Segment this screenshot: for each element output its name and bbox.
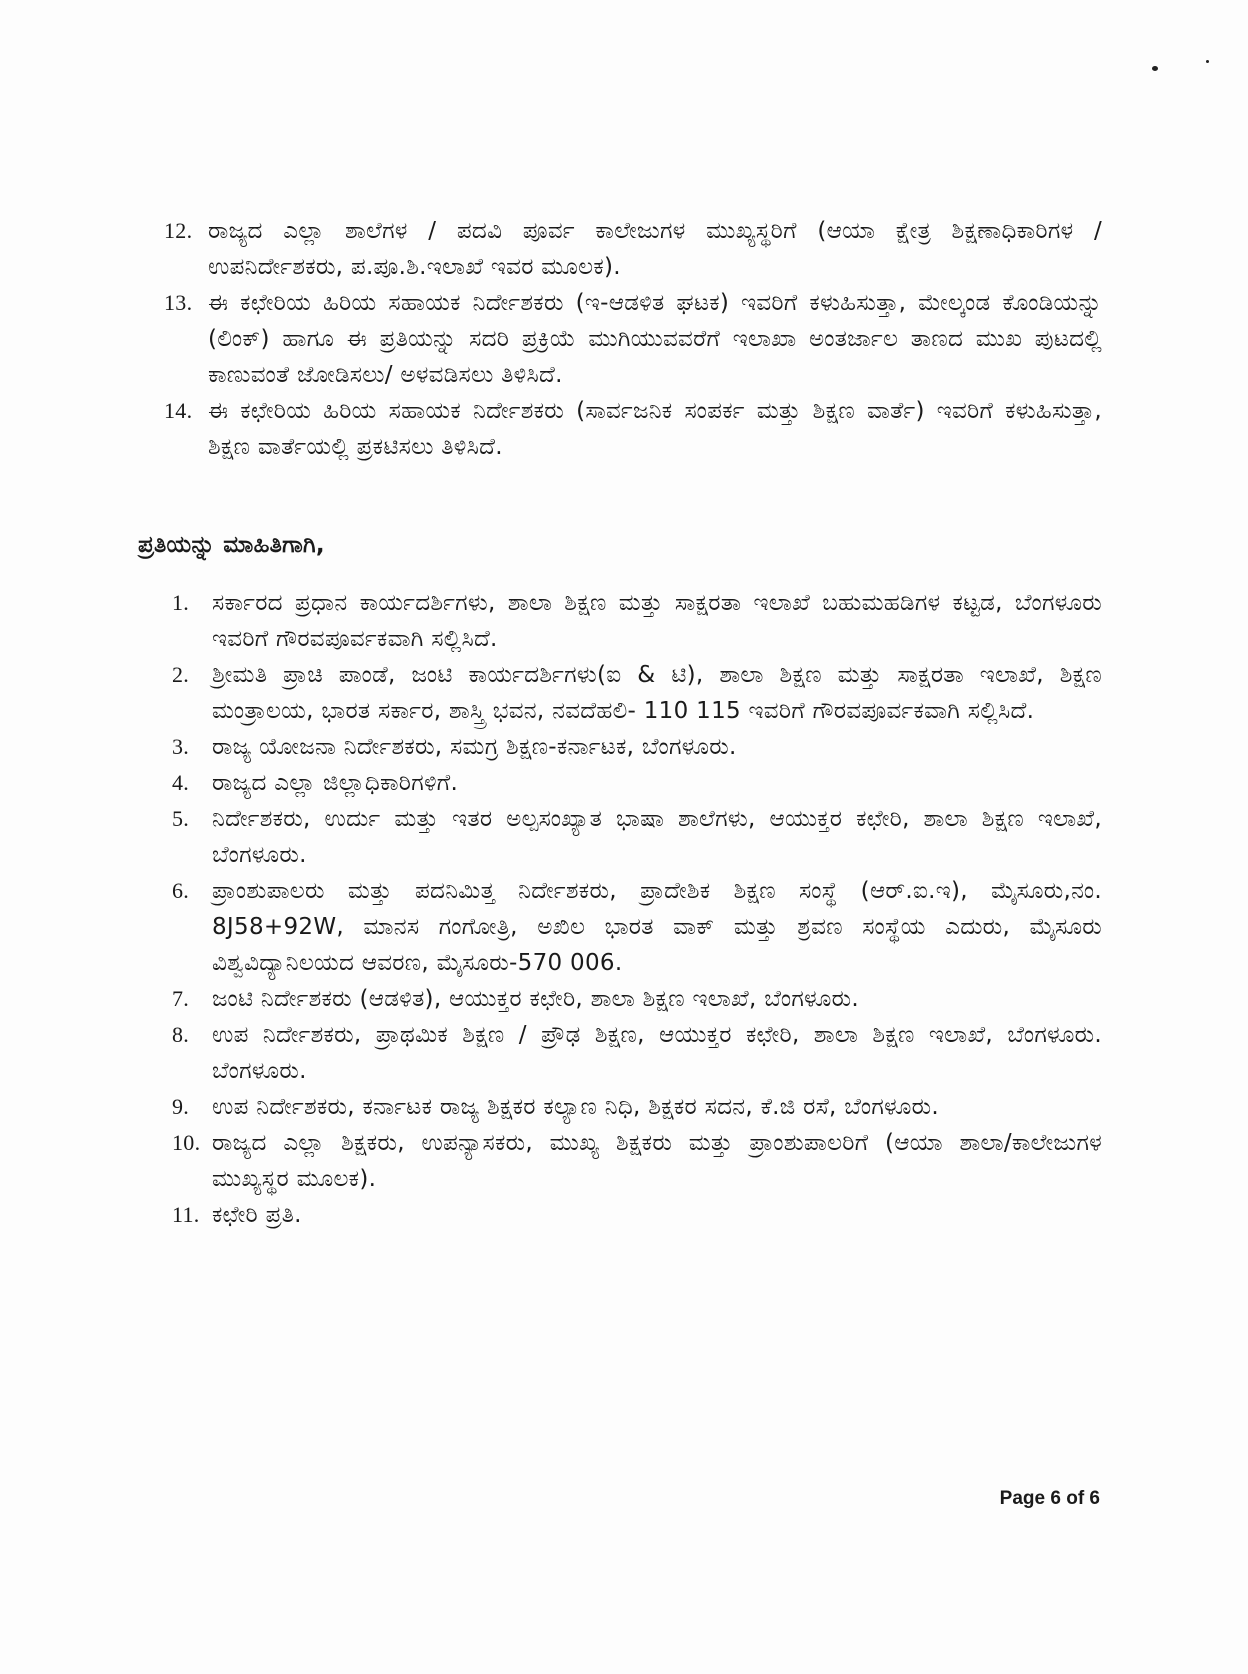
item-text: ಈ ಕಛೇರಿಯ ಹಿರಿಯ ಸಹಾಯಕ ನಿರ್ದೇಶಕರು (ಇ-ಆಡಳಿತ ಘಟಕ) ಇವರಿಗೆ ಕಳುಹಿಸುತ್ತಾ, ಮೇಲ್ಕಂಡ ಕೊಂಡಿಯನ್ನು (ಲಿಂಕ್) ಹಾಗೂ ಈ ಪ್ರತಿಯನ್ನು ಸದರಿ ಪ್ರಕ್ರಿಯೆ ಮುಗಿಯುವವರೆಗೆ ಇಲಾಖಾ ಅಂತರ್ಜಾಲ ತಾಣದ ಮುಖ ಪುಟದಲ್ಲಿ ಕಾಣುವಂತೆ ಜೋಡಿಸಲು/ ಅಳವಡಿಸಲು ತಿಳಿಸಿದೆ. — [208, 290, 1102, 388]
item-number: 6. — [172, 878, 190, 903]
item-text: ರಾಜ್ಯದ ಎಲ್ಲಾ ಶಾಲೆಗಳ / ಪದವಿ ಪೂರ್ವ ಕಾಲೇಜುಗಳ ಮುಖ್ಯಸ್ಥರಿಗೆ (ಆಯಾ ಕ್ಷೇತ್ರ ಶಿಕ್ಷಣಾಧಿಕಾರಿಗಳ / ಉಪನಿರ್ದೇಶಕರು, ಪ.ಪೂ.ಶಿ.ಇಲಾಖೆ ಇವರ ಮೂಲಕ). — [208, 218, 1102, 280]
item-number: 8. — [172, 1022, 190, 1047]
item-number: 10. — [172, 1130, 201, 1155]
list-item — [172, 765, 1102, 801]
item-text: ರಾಜ್ಯ ಯೋಜನಾ ನಿರ್ದೇಶಕರು, ಸಮಗ್ರ ಶಿಕ್ಷಣ-ಕರ್ನಾಟಕ, ಬೆಂಗಳೂರು. — [212, 734, 737, 760]
scan-speck — [1206, 60, 1209, 63]
scan-speck — [1152, 66, 1158, 71]
item-text: ಶ್ರೀಮತಿ ಪ್ರಾಚಿ ಪಾಂಡೆ, ಜಂಟಿ ಕಾರ್ಯದರ್ಶಿಗಳು(ಐ & ಟಿ), ಶಾಲಾ ಶಿಕ್ಷಣ ಮತ್ತು ಸಾಕ್ಷರತಾ ಇಲಾಖೆ, ಶಿಕ್ಷಣ ಮಂತ್ರಾಲಯ, ಭಾರತ ಸರ್ಕಾರ, ಶಾಸ್ತ್ರಿ ಭವನ, ನವದೆಹಲಿ- 110 115 ಇವರಿಗೆ ಗೌರವಪೂರ್ವಕವಾಗಿ ಸಲ್ಲಿಸಿದೆ. — [212, 662, 1102, 724]
list-item — [172, 585, 1102, 657]
item-text: ಜಂಟಿ ನಿರ್ದೇಶಕರು (ಆಡಳಿತ), ಆಯುಕ್ತರ ಕಛೇರಿ, ಶಾಲಾ ಶಿಕ್ಷಣ ಇಲಾಖೆ, ಬೆಂಗಳೂರು. — [212, 986, 859, 1012]
list-item — [172, 657, 1102, 729]
item-number: 9. — [172, 1094, 190, 1119]
item-text: ನಿರ್ದೇಶಕರು, ಉರ್ದು ಮತ್ತು ಇತರ ಅಲ್ಪಸಂಖ್ಯಾತ ಭಾಷಾ ಶಾಲೆಗಳು, ಆಯುಕ್ತರ ಕಛೇರಿ, ಶಾಲಾ ಶಿಕ್ಷಣ ಇಲಾಖೆ, ಬೆಂಗಳೂರು. — [212, 806, 1102, 868]
item-number: 7. — [172, 986, 190, 1011]
item-text: ಕಛೇರಿ ಪ್ರತಿ. — [212, 1202, 302, 1228]
item-text: ಉಪ ನಿರ್ದೇಶಕರು, ಕರ್ನಾಟಕ ರಾಜ್ಯ ಶಿಕ್ಷಕರ ಕಲ್ಯಾಣ ನಿಧಿ, ಶಿಕ್ಷಕರ ಸದನ, ಕೆ.ಜಿ ರಸೆ, ಬೆಂಗಳೂರು. — [212, 1094, 939, 1120]
item-text: ಈ ಕಛೇರಿಯ ಹಿರಿಯ ಸಹಾಯಕ ನಿರ್ದೇಶಕರು (ಸಾರ್ವಜನಿಕ ಸಂಪರ್ಕ ಮತ್ತು ಶಿಕ್ಷಣ ವಾರ್ತೆ) ಇವರಿಗೆ ಕಳುಹಿಸುತ್ತಾ, ಶಿಕ್ಷಣ ವಾರ್ತೆಯಲ್ಲಿ ಪ್ರಕಟಿಸಲು ತಿಳಿಸಿದೆ. — [208, 398, 1102, 460]
list-item — [172, 729, 1102, 765]
item-text: ಪ್ರಾಂಶುಪಾಲರು ಮತ್ತು ಪದನಿಮಿತ್ತ ನಿರ್ದೇಶಕರು, ಪ್ರಾದೇಶಿಕ ಶಿಕ್ಷಣ ಸಂಸ್ಥೆ (ಆರ್.ಐ.ಇ), ಮೈಸೂರು,ನಂ. 8J58+92W, ಮಾನಸ ಗಂಗೋತ್ರಿ, ಅಖಿಲ ಭಾರತ ವಾಕ್ ಮತ್ತು ಶ್ರವಣ ಸಂಸ್ಥೆಯ ಎದುರು, ಮೈಸೂರು ವಿಶ್ವವಿದ್ಯಾನಿಲಯದ ಆವರಣ, ಮೈಸೂರು-570 006. — [212, 878, 1102, 976]
list-item — [164, 393, 1102, 465]
item-number: 13. — [164, 290, 193, 315]
item-number: 14. — [164, 398, 193, 423]
list-item — [172, 1197, 1102, 1233]
item-number: 5. — [172, 806, 190, 831]
list-item — [172, 1089, 1102, 1125]
list-item — [172, 1125, 1102, 1197]
list-item — [172, 981, 1102, 1017]
item-number: 12. — [164, 218, 193, 243]
item-text: ಉಪ ನಿರ್ದೇಶಕರು, ಪ್ರಾಥಮಿಕ ಶಿಕ್ಷಣ / ಪ್ರೌಢ ಶಿಕ್ಷಣ, ಆಯುಕ್ತರ ಕಛೇರಿ, ಶಾಲಾ ಶಿಕ್ಷಣ ಇಲಾಖೆ, ಬೆಂಗಳೂರು. ಬೆಂಗಳೂರು. — [212, 1022, 1102, 1084]
item-number: 11. — [172, 1202, 200, 1227]
list-item — [172, 873, 1102, 981]
item-number: 4. — [172, 770, 190, 795]
item-text: ರಾಜ್ಯದ ಎಲ್ಲಾ ಶಿಕ್ಷಕರು, ಉಪನ್ಯಾಸಕರು, ಮುಖ್ಯ ಶಿಕ್ಷಕರು ಮತ್ತು ಪ್ರಾಂಶುಪಾಲರಿಗೆ (ಆಯಾ ಶಾಲಾ/ಕಾಲೇಜುಗಳ ಮುಖ್ಯಸ್ಥರ ಮೂಲಕ). — [212, 1130, 1102, 1192]
list-item — [172, 801, 1102, 873]
copy-heading: ಪ್ರತಿಯನ್ನು ಮಾಹಿತಿಗಾಗಿ, — [138, 532, 325, 558]
numbered-list-top — [164, 213, 1102, 465]
item-text: ರಾಜ್ಯದ ಎಲ್ಲಾ ಜಿಲ್ಲಾಧಿಕಾರಿಗಳಿಗೆ. — [212, 770, 459, 796]
item-number: 1. — [172, 590, 190, 615]
page-number: Page 6 of 6 — [999, 1488, 1100, 1509]
item-number: 2. — [172, 662, 190, 687]
item-text: ಸರ್ಕಾರದ ಪ್ರಧಾನ ಕಾರ್ಯದರ್ಶಿಗಳು, ಶಾಲಾ ಶಿಕ್ಷಣ ಮತ್ತು ಸಾಕ್ಷರತಾ ಇಲಾಖೆ ಬಹುಮಹಡಿಗಳ ಕಟ್ಟಡ, ಬೆಂಗಳೂರು ಇವರಿಗೆ ಗೌರವಪೂರ್ವಕವಾಗಿ ಸಲ್ಲಿಸಿದೆ. — [212, 590, 1102, 652]
item-number: 3. — [172, 734, 190, 759]
list-item — [172, 1017, 1102, 1089]
list-item — [164, 213, 1102, 285]
list-item — [164, 285, 1102, 393]
numbered-list-copy — [172, 585, 1102, 1233]
